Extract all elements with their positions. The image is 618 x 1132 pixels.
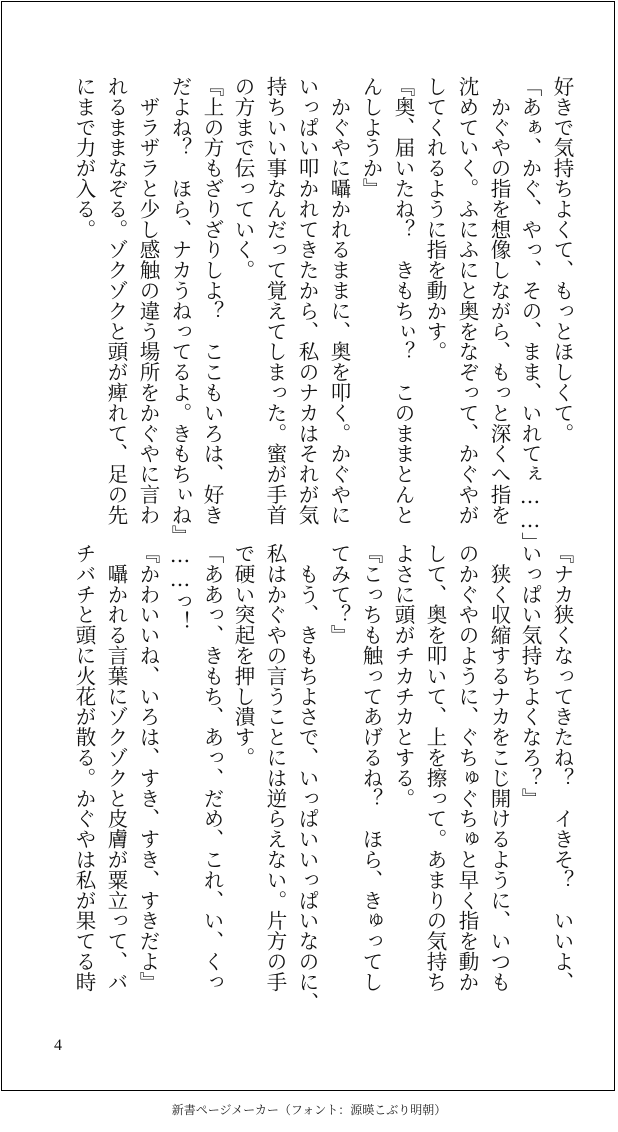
text-column: 沈めていく。ふにふにと奥をなぞって、かぐやが <box>455 76 479 525</box>
text-column: で硬い突起を押し潰す。 <box>231 543 255 768</box>
text-column: かぐやに囁かれるままに、奥を叩く。かぐやに <box>327 76 351 525</box>
text-column: 持ちいい事なんだって覚えてしまった。蜜が手首 <box>263 76 287 525</box>
text-column: 囁かれる言葉にゾクゾクと皮膚が粟立って、バ <box>104 543 128 992</box>
text-column: 『上の方もざりざりしよ？ ここもいろは、好き <box>200 76 224 525</box>
text-column: 「あぁ、かぐ、やっ、その、まま、いれてぇ……」 <box>518 76 542 553</box>
text-column: してくれるように指を動かす。 <box>423 76 447 362</box>
text-column: の方まで伝っていく。 <box>231 76 255 281</box>
text-column: んしようか』 <box>359 76 383 199</box>
footer-credit: 新書ページメーカー（フォント：源暎こぶり明朝） <box>171 1103 447 1117</box>
text-column: かぐやの指を想像しながら、もっと深くへ指を <box>487 76 511 525</box>
text-column: 「ああっ、きもち、あっ、だめ、これ、い、くっ <box>200 543 224 992</box>
text-column: 『ナカ狭くなってきたね？ イきそ？ いいよ、 <box>550 543 574 992</box>
text-column: てみて？』 <box>327 543 351 646</box>
text-column: 私はかぐやの言うことには逆らえない。片方の手 <box>263 543 287 992</box>
text-column: 『奥、届いたね？ きもちぃ？ このままとんと <box>391 76 415 525</box>
text-column: 『こっちも触ってあげるね？ ほら、きゅってし <box>359 543 383 992</box>
text-column: いっぱい気持ちよくなろ？』 <box>518 543 542 809</box>
page-number: 4 <box>54 1037 62 1054</box>
text-column: ……っ！ <box>168 543 192 632</box>
text-column: れるままなぞる。ゾクゾクと頭が痺れて、足の先 <box>104 76 128 525</box>
text-column: 『かわいいね、いろは、すき、すき、すきだよ』 <box>136 543 160 992</box>
text-column: もう、きもちよさで、いっぱいいっぱいなのに、 <box>295 543 319 1013</box>
text-column: のかぐやのように、ぐちゅぐちゅと早く指を動か <box>455 543 479 992</box>
text-column: して、奥を叩いて、上を擦って。あまりの気持ち <box>423 543 447 992</box>
text-column: よさに頭がチカチカとする。 <box>391 543 415 809</box>
text-column: 好きで気持ちよくて、もっとほしくて。 <box>550 76 574 444</box>
text-column: いっぱい叩かれてきたから、私のナカはそれが気 <box>295 76 319 525</box>
text-column: チバチと頭に火花が散る。かぐやは私が果てる時 <box>72 543 96 992</box>
text-column: だよね？ ほら、ナカうねってるよ。きもちぃね』 <box>168 76 192 546</box>
text-column: ザラザラと少し感触の違う場所をかぐやに言わ <box>136 76 160 525</box>
text-column: にまで力が入る。 <box>72 76 96 240</box>
text-column: 狭く収縮するナカをこじ開けるように、いつも <box>487 543 511 992</box>
